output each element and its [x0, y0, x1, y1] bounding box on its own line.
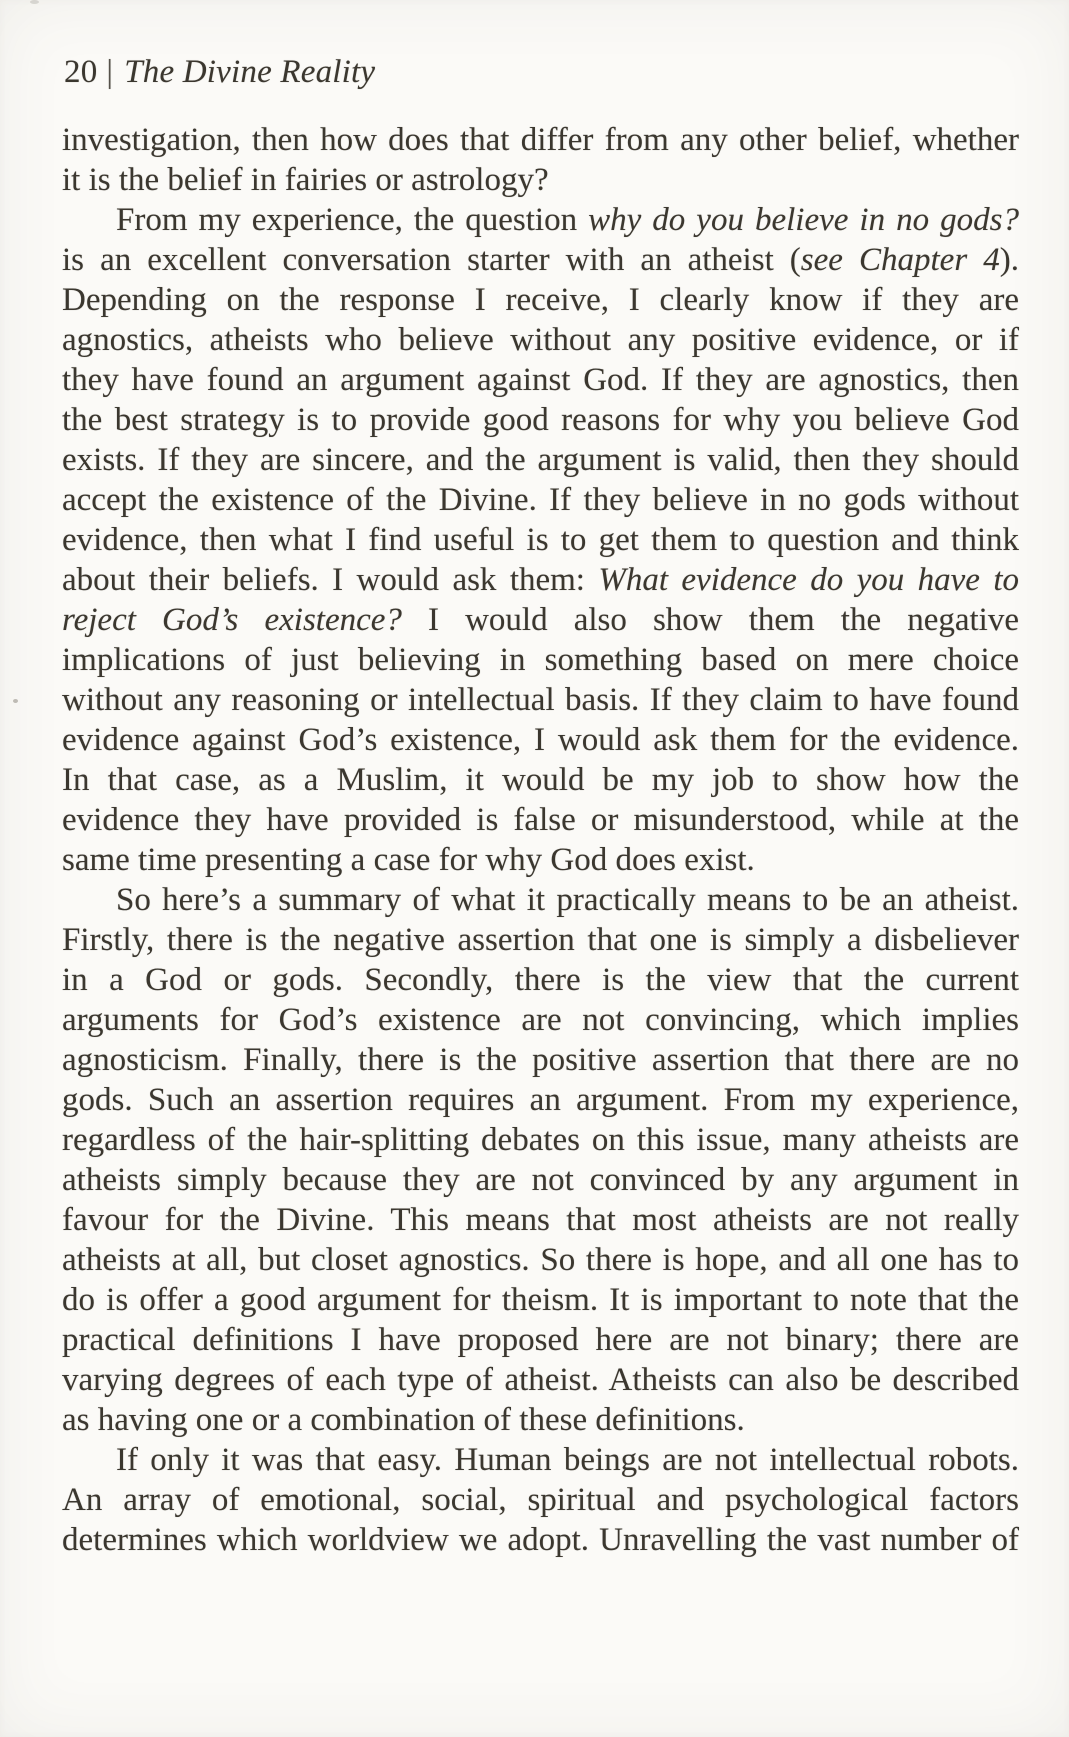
text-run: implications of just believing in something based on mere choice	[62, 642, 1019, 678]
header-separator: |	[106, 54, 114, 90]
text-run: determines which worldview we adopt. Unravelling the vast number of	[62, 1522, 1019, 1558]
text-line	[62, 800, 1019, 840]
text-line	[62, 760, 1019, 800]
text-run: as having one or a combination of these definitions.	[62, 1402, 745, 1438]
text-run: I would also show them the negative	[401, 602, 1020, 638]
text-line	[62, 600, 1019, 640]
text-run: evidence, then what I find useful is to get them to question and think	[62, 522, 1019, 558]
text-line	[62, 200, 1019, 240]
italic-phrase: reject God’s existence?	[62, 602, 402, 638]
scan-artifact	[30, 0, 39, 4]
text-line	[62, 1040, 1019, 1080]
text-line	[62, 1320, 1019, 1360]
text-run: the best strategy is to provide good reasons for why you believe God	[62, 402, 1019, 438]
text-run: practical definitions I have proposed here are not binary; there are	[62, 1322, 1019, 1358]
text-run: An array of emotional, social, spiritual and psychological factors	[62, 1482, 1019, 1518]
text-line	[62, 720, 1019, 760]
text-line	[62, 1240, 1019, 1280]
italic-phrase: see Chapter 4	[800, 242, 1000, 278]
text-run: From my experience, the question	[116, 202, 589, 238]
text-run: So here’s a summary of what it practically means to be an atheist.	[116, 882, 1019, 918]
text-run: agnostics, atheists who believe without any positive evidence, or if	[62, 322, 1019, 358]
text-run: evidence they have provided is false or misunderstood, while at the	[62, 802, 1019, 838]
text-run: atheists at all, but closet agnostics. So there is hope, and all one has to	[62, 1242, 1019, 1278]
text-line	[62, 360, 1019, 400]
text-run: evidence against God’s existence, I would ask them for the evidence.	[62, 722, 1019, 758]
italic-phrase: why do you believe in no gods?	[588, 202, 1019, 238]
text-line	[62, 1280, 1019, 1320]
text-run: gods. Such an assertion requires an argument. From my experience,	[62, 1082, 1019, 1118]
text-line	[62, 440, 1019, 480]
text-run: favour for the Divine. This means that most atheists are not really	[62, 1202, 1019, 1238]
text-line	[62, 920, 1019, 960]
text-run: arguments for God’s existence are not convincing, which implies	[62, 1002, 1019, 1038]
text-run: without any reasoning or intellectual basis. If they claim to have found	[62, 682, 1019, 718]
text-run: regardless of the hair-splitting debates on this issue, many atheists are	[62, 1122, 1019, 1158]
text-line	[62, 1160, 1019, 1200]
text-line	[62, 1440, 1019, 1480]
text-line	[62, 1000, 1019, 1040]
text-line	[62, 1080, 1019, 1120]
text-run: varying degrees of each type of atheist. Atheists can also be described	[62, 1362, 1019, 1398]
text-line	[62, 520, 1019, 560]
text-run: atheists simply because they are not convinced by any argument in	[62, 1162, 1019, 1198]
text-line	[62, 1400, 1019, 1440]
text-line	[62, 400, 1019, 440]
text-line	[62, 480, 1019, 520]
page-header	[0, 0, 1069, 92]
text-run: exists. If they are sincere, and the argument is valid, then they should	[62, 442, 1019, 478]
text-line	[62, 640, 1019, 680]
text-run: Depending on the response I receive, I clearly know if they are	[62, 282, 1019, 318]
text-line	[62, 1200, 1019, 1240]
text-run: ).	[999, 242, 1019, 278]
text-run: investigation, then how does that differ from any other belief, whether	[62, 122, 1019, 158]
text-line	[62, 840, 1019, 880]
text-line	[62, 1520, 1019, 1560]
text-run: In that case, as a Muslim, it would be my job to show how the	[62, 762, 1019, 798]
text-line	[62, 160, 1019, 200]
text-line	[62, 960, 1019, 1000]
text-line	[62, 880, 1019, 920]
text-line	[62, 1480, 1019, 1520]
text-run: agnosticism. Finally, there is the positive assertion that there are no	[62, 1042, 1019, 1078]
italic-phrase: What evidence do you have to	[598, 562, 1019, 598]
text-line	[62, 680, 1019, 720]
text-run: same time presenting a case for why God does exist.	[62, 842, 755, 878]
text-line	[62, 1360, 1019, 1400]
text-line	[62, 1120, 1019, 1160]
text-run: it is the belief in fairies or astrology?	[62, 162, 549, 198]
text-run: about their beliefs. I would ask them:	[62, 562, 599, 598]
page-body	[62, 120, 1019, 1560]
text-line	[62, 560, 1019, 600]
text-line	[62, 320, 1019, 360]
text-run: in a God or gods. Secondly, there is the view that the current	[62, 962, 1019, 998]
page-number: 20	[64, 54, 98, 90]
text-run: If only it was that easy. Human beings are not intellectual robots.	[116, 1442, 1019, 1478]
text-line	[62, 280, 1019, 320]
text-run: they have found an argument against God. If they are agnostics, then	[62, 362, 1019, 398]
text-line	[62, 120, 1019, 160]
text-line	[62, 240, 1019, 280]
text-run: is an excellent conversation starter with an atheist (	[62, 242, 801, 278]
text-run: accept the existence of the Divine. If they believe in no gods without	[62, 482, 1019, 518]
text-run: do is offer a good argument for theism. It is important to note that the	[62, 1282, 1019, 1318]
book-title: The Divine Reality	[124, 54, 376, 90]
text-run: Firstly, there is the negative assertion that one is simply a disbeliever	[62, 922, 1019, 958]
scan-artifact	[13, 699, 18, 703]
